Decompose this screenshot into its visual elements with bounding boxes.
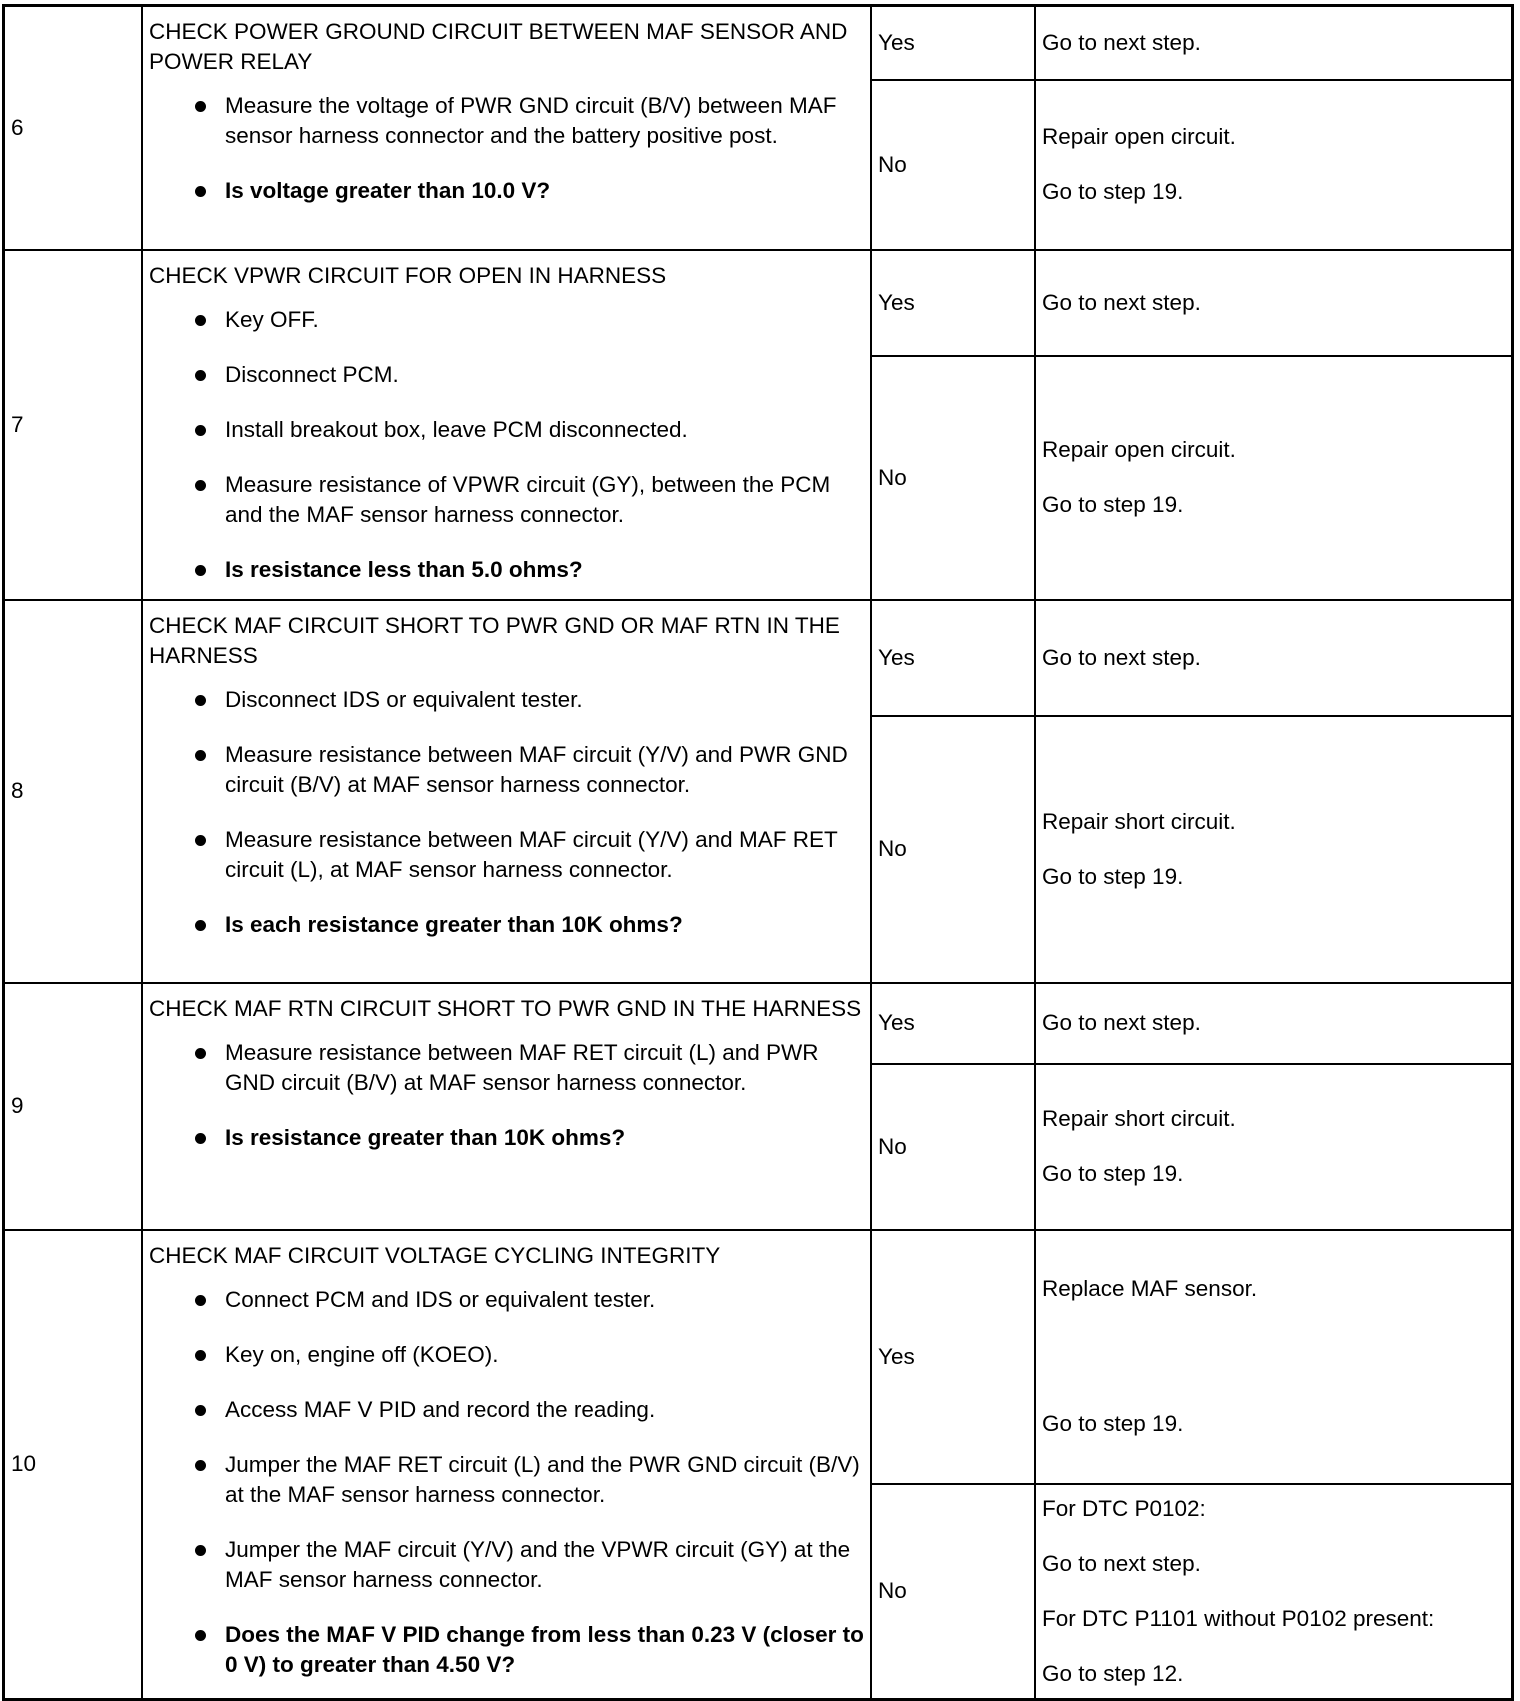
- no-action: [1035, 356, 1513, 600]
- step-row: [4, 600, 1513, 716]
- action-text: Go to step 19.: [1042, 179, 1184, 204]
- instruction-bullet: Jumper the MAF RET circuit (L) and the PWR GND circuit (B/V) at the MAF sensor harness connector.: [195, 1450, 864, 1510]
- instruction-bullet: Measure the voltage of PWR GND circuit (B/V) between MAF sensor harness connector and the battery positive post.: [195, 91, 864, 151]
- action-text: Repair open circuit.: [1042, 124, 1236, 149]
- no-action: [1035, 1064, 1513, 1230]
- instruction-list: [149, 91, 864, 206]
- action-text: Go to step 19.: [1042, 863, 1184, 889]
- instruction-bullet: Key OFF.: [195, 305, 864, 335]
- instruction-list: [149, 1038, 864, 1153]
- no-label: No: [871, 1064, 1035, 1230]
- instruction-bullet: Disconnect IDS or equivalent tester.: [195, 685, 864, 715]
- action-text: Go to next step.: [1042, 1010, 1201, 1035]
- no-label: No: [871, 1484, 1035, 1700]
- action-text: Go to step 19.: [1042, 1161, 1184, 1186]
- yes-label: Yes: [871, 600, 1035, 716]
- step-content: [142, 6, 871, 250]
- step-question: Is resistance greater than 10K ohms?: [195, 1123, 864, 1153]
- action-text: For DTC P0102:: [1042, 1495, 1206, 1521]
- action-text: For DTC P1101 without P0102 present:: [1042, 1605, 1435, 1631]
- step-row: [4, 250, 1513, 356]
- step-question: Is each resistance greater than 10K ohms?: [195, 910, 864, 940]
- step-content: [142, 983, 871, 1230]
- step-title: CHECK MAF CIRCUIT SHORT TO PWR GND OR MAF RTN IN THE HARNESS: [149, 612, 840, 668]
- yes-action: [1035, 1230, 1513, 1484]
- instruction-bullet: Measure resistance of VPWR circuit (GY), between the PCM and the MAF sensor harness connector.: [195, 470, 864, 530]
- step-number: 7: [4, 250, 143, 600]
- yes-label: Yes: [871, 1230, 1035, 1484]
- yes-label: Yes: [871, 983, 1035, 1064]
- yes-label: Yes: [871, 6, 1035, 80]
- step-row: [4, 6, 1513, 80]
- step-question: Does the MAF V PID change from less than 0.23 V (closer to 0 V) to greater than 4.50 V?: [195, 1620, 864, 1680]
- instruction-bullet: Measure resistance between MAF circuit (Y/V) and PWR GND circuit (B/V) at MAF sensor harness connector.: [195, 740, 864, 800]
- step-row: [4, 1230, 1513, 1484]
- no-action: [1035, 80, 1513, 250]
- step-content: [142, 250, 871, 600]
- step-content: [142, 1230, 871, 1700]
- instruction-bullet: Access MAF V PID and record the reading.: [195, 1395, 864, 1425]
- step-title: CHECK MAF RTN CIRCUIT SHORT TO PWR GND IN THE HARNESS: [149, 995, 862, 1021]
- instruction-list: [149, 1285, 864, 1680]
- action-text: Go to next step.: [1042, 29, 1201, 55]
- step-number: 6: [4, 6, 143, 250]
- action-text: Go to next step.: [1042, 644, 1201, 670]
- action-text: Go to step 12.: [1042, 1660, 1184, 1686]
- step-row: [4, 983, 1513, 1064]
- yes-label: Yes: [871, 250, 1035, 356]
- step-question: Is resistance less than 5.0 ohms?: [195, 555, 864, 585]
- step-title: CHECK POWER GROUND CIRCUIT BETWEEN MAF SENSOR AND POWER RELAY: [149, 19, 848, 74]
- action-text: Go to step 19.: [1042, 1411, 1184, 1436]
- action-text: Repair short circuit.: [1042, 1106, 1236, 1131]
- step-number: 8: [4, 600, 143, 983]
- yes-action: [1035, 6, 1513, 80]
- instruction-list: [149, 305, 864, 585]
- action-text: Repair open circuit.: [1042, 437, 1236, 462]
- yes-action: [1035, 983, 1513, 1064]
- instruction-bullet: Disconnect PCM.: [195, 360, 864, 390]
- action-text: Go to next step.: [1042, 289, 1201, 315]
- no-action: [1035, 1484, 1513, 1700]
- action-text: Replace MAF sensor.: [1042, 1276, 1258, 1301]
- action-text: Repair short circuit.: [1042, 808, 1236, 834]
- yes-action: [1035, 600, 1513, 716]
- diagnostic-steps-table: [2, 4, 1514, 1701]
- yes-action: [1035, 250, 1513, 356]
- action-text: Go to next step.: [1042, 1550, 1201, 1576]
- instruction-bullet: Jumper the MAF circuit (Y/V) and the VPWR circuit (GY) at the MAF sensor harness connector.: [195, 1535, 864, 1595]
- step-number: 10: [4, 1230, 143, 1700]
- no-action: [1035, 716, 1513, 983]
- no-label: No: [871, 80, 1035, 250]
- no-label: No: [871, 356, 1035, 600]
- instruction-list: [149, 685, 864, 940]
- instruction-bullet: Key on, engine off (KOEO).: [195, 1340, 864, 1370]
- action-text: Go to step 19.: [1042, 492, 1184, 517]
- step-content: [142, 600, 871, 983]
- instruction-bullet: Measure resistance between MAF circuit (Y/V) and MAF RET circuit (L), at MAF sensor harness connector.: [195, 825, 864, 885]
- step-title: CHECK MAF CIRCUIT VOLTAGE CYCLING INTEGRITY: [149, 1242, 721, 1268]
- step-title: CHECK VPWR CIRCUIT FOR OPEN IN HARNESS: [149, 262, 667, 288]
- step-number: 9: [4, 983, 143, 1230]
- instruction-bullet: Connect PCM and IDS or equivalent tester.: [195, 1285, 864, 1315]
- instruction-bullet: Measure resistance between MAF RET circuit (L) and PWR GND circuit (B/V) at MAF sensor harness connector.: [195, 1038, 864, 1098]
- instruction-bullet: Install breakout box, leave PCM disconnected.: [195, 415, 864, 445]
- no-label: No: [871, 716, 1035, 983]
- step-question: Is voltage greater than 10.0 V?: [195, 176, 864, 206]
